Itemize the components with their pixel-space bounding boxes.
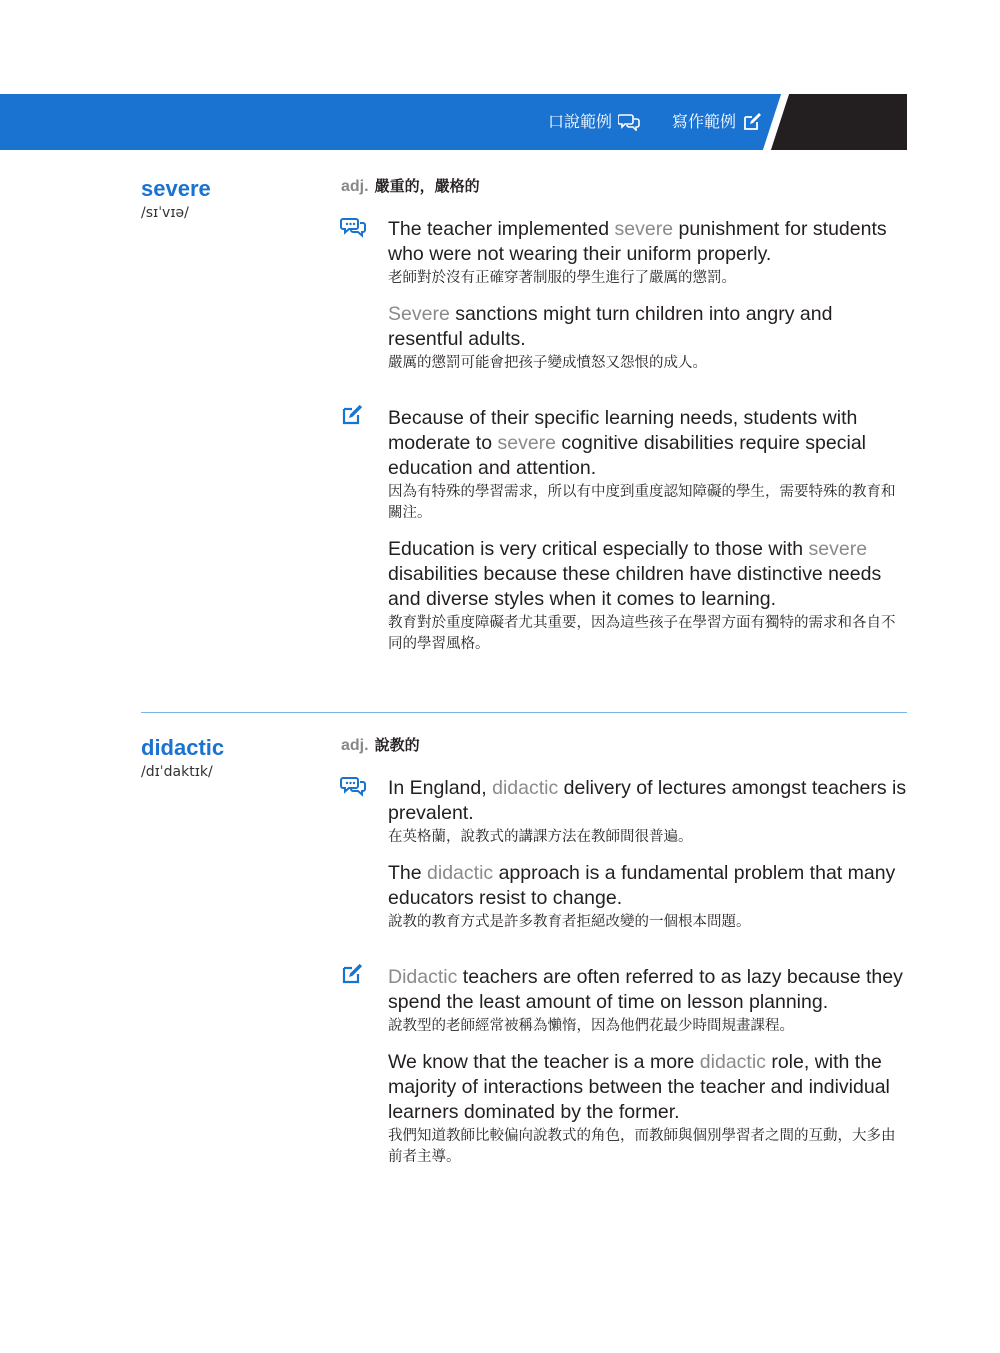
keyword: severe bbox=[614, 218, 674, 240]
definition: 嚴重的，嚴格的 bbox=[374, 177, 480, 195]
definition: 說教的 bbox=[374, 736, 420, 754]
headword-didactic: didactic bbox=[141, 735, 225, 760]
text: approach is a fundamental problem that many educators resist to change. bbox=[388, 862, 896, 909]
example-sentence bbox=[388, 217, 908, 289]
phonetic-didactic: /dɪˈdaktɪk/ bbox=[141, 764, 213, 780]
example-sentence bbox=[388, 1050, 908, 1168]
example-chinese: 我們知道教師比較偏向說教式的角色，而教師與個別學習者之間的互動，大多由前者主導。 bbox=[388, 1128, 896, 1165]
pencil-note-icon bbox=[340, 403, 364, 427]
keyword: didactic bbox=[699, 1051, 766, 1073]
example-chinese: 在英格蘭，說教式的講課方法在教師間很普遍。 bbox=[388, 829, 693, 845]
keyword: Didactic bbox=[388, 966, 458, 988]
example-english bbox=[388, 537, 908, 612]
definition-line-severe bbox=[341, 176, 480, 197]
entry-divider bbox=[141, 712, 907, 713]
part-of-speech: adj. bbox=[341, 737, 369, 754]
speech-bubbles-icon bbox=[618, 113, 640, 131]
definition-line-didactic bbox=[341, 735, 420, 756]
example-english bbox=[388, 302, 908, 352]
example-sentence bbox=[388, 861, 908, 933]
part-of-speech: adj. bbox=[341, 178, 369, 195]
example-chinese: 教育對於重度障礙者尤其重要，因為這些孩子在學習方面有獨特的需求和各自不同的學習風格。 bbox=[388, 615, 896, 652]
example-english bbox=[388, 1050, 908, 1125]
headword-severe: severe bbox=[141, 176, 211, 201]
pencil-note-icon bbox=[742, 112, 762, 132]
example-english bbox=[388, 776, 908, 826]
example-english bbox=[388, 406, 908, 481]
example-chinese: 因為有特殊的學習需求，所以有中度到重度認知障礙的學生，需要特殊的教育和關注。 bbox=[388, 484, 896, 521]
speaking-example-tab bbox=[548, 111, 640, 133]
example-sentence bbox=[388, 302, 908, 374]
keyword: severe bbox=[497, 432, 557, 454]
speaking-example-label: 口說範例 bbox=[548, 112, 613, 131]
speech-bubbles-icon bbox=[340, 775, 368, 797]
speech-bubbles-icon bbox=[340, 216, 368, 238]
text: disabilities because these children have distinctive needs and diverse styles when it comes to learning. bbox=[388, 563, 882, 610]
phonetic-severe: /sɪˈvɪə/ bbox=[141, 205, 189, 221]
example-sentence bbox=[388, 406, 908, 524]
text: delivery of lectures amongst teachers is prevalent. bbox=[388, 777, 907, 824]
text: cognitive disabilities require special education and attention. bbox=[388, 432, 867, 479]
example-chinese: 老師對於沒有正確穿著制服的學生進行了嚴厲的懲罰。 bbox=[388, 270, 736, 286]
text: Education is very critical especially to those with bbox=[388, 538, 809, 560]
keyword: didactic bbox=[492, 777, 559, 799]
example-english bbox=[388, 861, 908, 911]
example-chinese: 說教型的老師經常被稱為懶惰，因為他們花最少時間規畫課程。 bbox=[388, 1018, 794, 1034]
keyword: didactic bbox=[427, 862, 494, 884]
keyword: Severe bbox=[388, 303, 450, 325]
text: teachers are often referred to as lazy because they spend the least amount of time on lesson planning. bbox=[388, 966, 903, 1013]
keyword: severe bbox=[808, 538, 868, 560]
example-english bbox=[388, 217, 908, 267]
example-english bbox=[388, 965, 908, 1015]
writing-example-label: 寫作範例 bbox=[672, 112, 737, 131]
header-dark-block bbox=[790, 94, 907, 150]
text: In England, bbox=[388, 777, 493, 799]
pencil-note-icon bbox=[340, 962, 364, 986]
text: The bbox=[388, 862, 428, 884]
writing-example-tab bbox=[672, 111, 762, 133]
text: We know that the teacher is a more bbox=[388, 1051, 700, 1073]
example-sentence bbox=[388, 776, 908, 848]
example-sentence bbox=[388, 965, 908, 1037]
text: Because of their specific learning needs, students with moderate to bbox=[388, 407, 858, 454]
example-chinese: 說教的教育方式是許多教育者拒絕改變的一個根本問題。 bbox=[388, 914, 751, 930]
example-chinese: 嚴厲的懲罰可能會把孩子變成憤怒又怨恨的成人。 bbox=[388, 355, 707, 371]
text: role, with the majority of interactions between the teacher and individual learners dominated by the former. bbox=[388, 1051, 890, 1123]
text: punishment for students who were not wearing their uniform properly. bbox=[388, 218, 887, 265]
text: The teacher implemented bbox=[388, 218, 615, 240]
text: sanctions might turn children into angry and resentful adults. bbox=[388, 303, 833, 350]
example-sentence bbox=[388, 537, 908, 655]
